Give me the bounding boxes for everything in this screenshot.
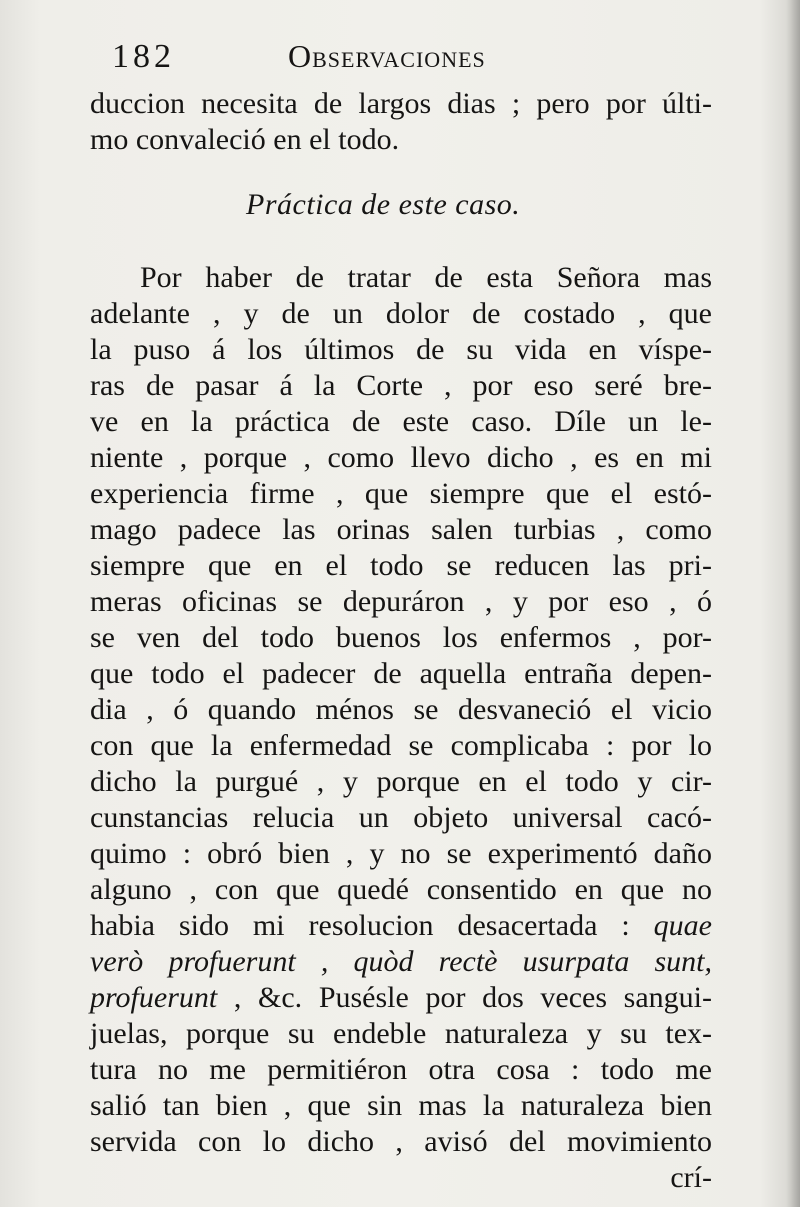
text-line: ve en la práctica de este caso. Díle un le- xyxy=(90,405,712,438)
latin-quote: quae xyxy=(653,909,712,942)
text-line: experiencia firme , que siempre que el estó- xyxy=(90,477,712,510)
text-line: se ven del todo buenos los enfermos , por- xyxy=(90,621,712,654)
text-line-latin xyxy=(90,980,712,1016)
text-line: meras oficinas se depuráron , y por eso , ó xyxy=(90,585,712,618)
text-line: dia , ó quando ménos se desvaneció el vicio xyxy=(90,693,712,726)
running-head: Observaciones xyxy=(288,38,486,74)
latin-quote: profuerunt xyxy=(90,981,218,1014)
text-line: cunstancias relucia un objeto universal cacó- xyxy=(90,801,712,834)
text-line-latin xyxy=(90,908,712,944)
latin-quote: verò profuerunt , quòd rectè usurpata sunt, xyxy=(90,945,712,978)
text-line: mago padece las orinas salen turbias , como xyxy=(90,513,712,546)
section-heading: Práctica de este caso. xyxy=(246,188,521,221)
roman-run: , &c. Pusésle por dos veces sangui- xyxy=(217,981,712,1014)
text-line: servida con lo dicho , avisó del movimiento xyxy=(90,1125,712,1158)
text-line: quimo : obró bien , y no se experimentó daño xyxy=(90,837,712,870)
text-line: Por haber de tratar de esta Señora mas xyxy=(140,261,712,294)
text-line: con que la enfermedad se complicaba : por lo xyxy=(90,729,712,762)
text-line: duccion necesita de largos dias ; pero por últi- xyxy=(90,87,712,120)
text-line: siempre que en el todo se reducen las pri- xyxy=(90,549,712,582)
text-line: adelante , y de un dolor de costado , que xyxy=(90,297,712,330)
text-line: ras de pasar á la Corte , por eso seré bre- xyxy=(90,369,712,402)
text-line: juelas, porque su endeble naturaleza y su tex- xyxy=(90,1017,712,1050)
text-line: alguno , con que quedé consentido en que no xyxy=(90,873,712,906)
page-number: 182 xyxy=(112,38,175,75)
page-edge-shadow xyxy=(786,0,800,1207)
page-header xyxy=(112,38,532,84)
text-line: la puso á los últimos de su vida en víspe- xyxy=(90,333,712,366)
text-line: tura no me permitiéron otra cosa : todo me xyxy=(90,1053,712,1086)
roman-run: habia sido mi resolucion desacertada : xyxy=(90,909,654,942)
text-line: dicho la purgué , y porque en el todo y cir- xyxy=(90,765,712,798)
text-line: salió tan bien , que sin mas la naturaleza bien xyxy=(90,1089,712,1122)
text-line: niente , porque , como llevo dicho , es en mi xyxy=(90,441,712,474)
catchword: crí- xyxy=(670,1161,712,1194)
text-line: mo convaleció en el todo. xyxy=(90,123,400,156)
text-line: que todo el padecer de aquella entraña depen- xyxy=(90,657,712,690)
